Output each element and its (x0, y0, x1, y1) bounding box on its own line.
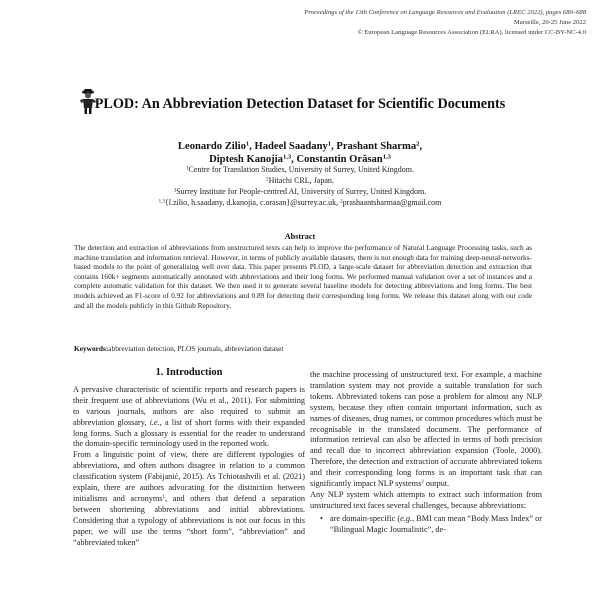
header-proceedings-line: Proceedings of the 13th Conference on Language Resources and Evaluation (LREC 2022), pages 680–688 (304, 9, 586, 16)
author-name: Diptesh Kanojia (209, 154, 283, 165)
author-affiliation-marker: 1,3 (382, 153, 391, 161)
author-affiliation-marker: 1,3 (282, 153, 292, 161)
abstract-heading: Abstract (284, 232, 316, 241)
affiliation-marker: 1 (186, 166, 189, 172)
affiliation-text: Centre for Translation Studies, University of Surrey, United Kingdom. (188, 165, 414, 174)
affiliation-text: Hitachi CRL, Japan. (268, 176, 334, 185)
author-emails: {l.zilio, h.saadany, d.kanojia, c.orasan}@surrey.ac.uk, (164, 198, 341, 207)
section-heading-introduction: 1. Introduction (155, 367, 223, 378)
affiliation-list (0, 164, 600, 208)
paragraph: A pervasive characteristic of scientific reports and research papers is their frequent use of abbreviations (Wu et al., 2011). For submitting to various journals, authors are also required to submit an abbreviation glossary, i.e., a list of short forms with their expanded long forms. Such a glossary is essential for the reader to understand the domain-specific terminology used in the reported work. (73, 384, 305, 449)
proceedings-header (304, 8, 586, 38)
right-column (310, 370, 542, 536)
keywords-text: abbreviation detection, PLOS journals, abbreviation dataset (108, 344, 284, 353)
paragraph: From a linguistic point of view, there are different typologies of abbreviations, and often authors disagree in relation to a common classification system (Fabijanić, 2015). As Tchiotashvili et al. (2021) explain, there are authors advocating for the distinction between initialisms and acronyms$^1$, and others that defend a separation between shortening abbreviations and initial abbreviations. Considering that a typology of abbreviations is not our focus in this paper, we will use the terms “short form”, “abbreviation” and “abbreviated token” (73, 450, 305, 547)
left-column (73, 368, 305, 549)
affiliation-marker: 1,3 (158, 199, 165, 205)
author-affiliation-marker: 1 (245, 140, 250, 148)
footnote-marker: 2 (421, 479, 424, 486)
author-name: Constantin Orăsan (296, 154, 383, 165)
author-name: Leonardo Zilio (177, 141, 246, 152)
keywords (74, 344, 532, 353)
author-email: prashaantsharmaa@gmail.com (342, 198, 442, 207)
affiliation-marker: 2 (340, 199, 343, 205)
paragraph: the machine processing of unstructured text. For example, a machine translation system may not provide a suitable translation for such tokens. Abbreviated tokens can pose a problem for almost any NLP system, because they often contain important information, such as names of diseases, drug names, or common procedures which must be recognisable in the translated document. The performance of information retrieval can also be affected in terms of both precision and recall due to incorrect abbreviation expansion (Toole, 2000). Therefore, the detection and extraction of accurate abbreviated tokens and their corresponding long forms is an important task that can significantly impact NLP systems$^2$ output. (310, 370, 542, 489)
list-item: • are domain-specific (e.g., BMI can mean “Body Mass Index” or “Bilingual Magic Journalistic”, de- (320, 514, 542, 536)
author-separator: , (249, 141, 255, 152)
author-name: Prashant Sharma (336, 141, 417, 152)
author-name: Hadeel Saadany (254, 141, 328, 152)
footnote-marker: 1 (162, 494, 166, 501)
affiliation-marker: 3 (173, 188, 177, 194)
author-affiliation-marker: 2 (416, 140, 420, 148)
affiliation-line (0, 175, 600, 186)
affiliation-line (0, 186, 600, 197)
affiliation-marker: 2 (266, 177, 269, 183)
author-list (0, 140, 600, 166)
abstract-text: The detection and extraction of abbreviations from unstructured texts can help to improve the performance of Natural Language Processing tasks, such as machine translation and information retrieval. However, in terms of publicly available datasets, there is not enough data for training deep-neural-networks-based models to the point of generalising well over data. This paper presents PLOD, a large-scale dataset for abbreviation detection and extraction that contains 160k+ segments automatically annotated with abbreviations and their long forms. We performed manual validation over a set of instances and a complete automatic validation for this dataset. We then used it to generate several baseline models for detecting abbreviations and long forms. The best models achieved an F1-score of 0.92 for abbreviations and 0.89 for detecting their corresponding long forms. We release this dataset along with our code and all the models publicly in this Github Repository. (74, 243, 532, 310)
paragraph: Any NLP system which attempts to extract such information from unstructured text faces several challenges, because abbreviations: (310, 489, 542, 510)
author-separator: , (419, 141, 423, 152)
header-license-line: © European Language Resources Association (ELRA), licensed under CC-BY-NC-4.0 (357, 29, 586, 36)
email-line (0, 197, 600, 208)
author-affiliation-marker: 1 (327, 140, 332, 148)
affiliation-line (0, 164, 600, 175)
keywords-label: Keywords: (74, 344, 109, 353)
affiliation-text: Surrey Institute for People-centred AI, University of Surrey, United Kingdom. (176, 187, 427, 196)
bullet-list (310, 514, 542, 536)
header-location-line: Marseille, 20-25 June 2022 (513, 19, 586, 26)
author-separator: , (291, 154, 297, 165)
paper-title: PLOD: An Abbreviation Detection Dataset for Scientific Documents (94, 96, 506, 112)
author-separator: , (331, 141, 337, 152)
